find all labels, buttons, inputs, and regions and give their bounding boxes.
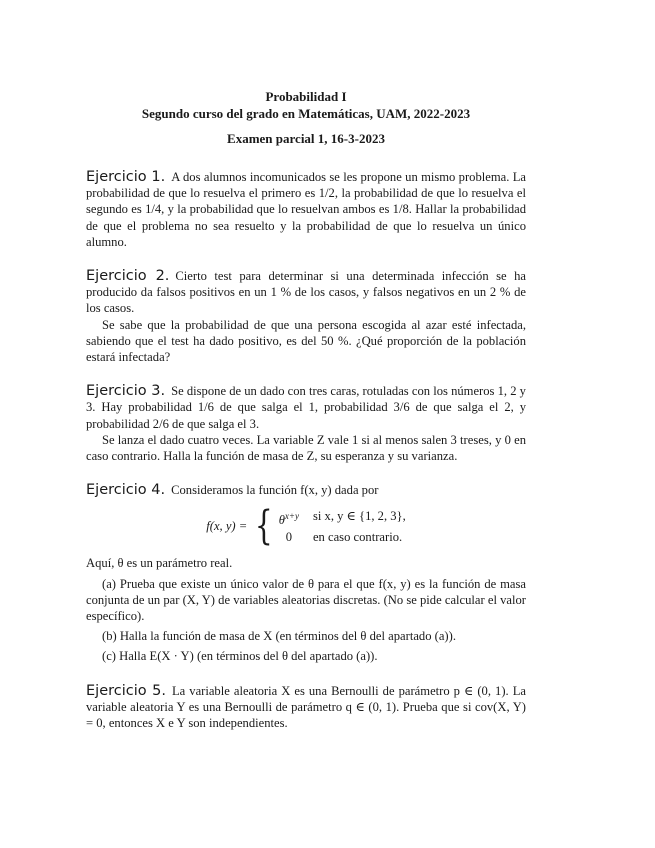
formula-cases	[279, 508, 406, 546]
exercise-2-title: Ejercicio 2.	[86, 268, 170, 285]
exercise-1-title: Ejercicio 1.	[86, 169, 166, 185]
case-2-value: 0	[285, 530, 292, 545]
case-1-value	[279, 508, 299, 528]
exercise-4	[86, 482, 526, 664]
exercise-5-title: Ejercicio 5.	[86, 682, 166, 699]
exercise-4-intro: Consideramos la función f(x, y) dada por	[171, 483, 379, 498]
exercise-4-part-a: (a) Prueba que existe un único valor de θ para el que f(x, y) es la función de masa conjunta de un par (X, Y) de variables aleatorias discretas. (No se pide calcular el valor específico).	[86, 576, 526, 624]
exercise-3-text-2: Se lanza el dado cuatro veces. La variable Z vale 1 si al menos salen 3 treses, y 0 en caso contrario. Halla la función de masa de Z, su esperanza y su varianza.	[86, 432, 526, 464]
exercise-3-text-1: Se dispone de un dado con tres caras, rotuladas con los números 1, 2 y 3. Hay probabilidad 1/6 de que salga el 1, probabilidad 3/6 de que salga el 2, y probabilidad 2/6 de que salga el 3.	[86, 384, 526, 431]
exercise-1-text: A dos alumnos incomunicados se les propone un mismo problema. La probabilidad de que lo resuelva el primero es 1/2, la probabilidad de que lo resuelva el segundo es 1/4, y la probabilidad que lo resuelvan ambos es 1/8. Hallar la probabilidad de que el problema no sea resuelto y la probabilidad de que lo resuelva un único alumno.	[86, 170, 527, 249]
formula-lhs: f(x, y) =	[206, 519, 248, 534]
course-title: Probabilidad I	[265, 89, 347, 104]
exercise-5	[86, 683, 526, 732]
case-1-exponent: x+y	[284, 510, 299, 521]
course-subtitle: Segundo curso del grado en Matemáticas, UAM, 2022-2023	[141, 106, 471, 121]
exercise-5-text: La variable aleatoria X es una Bernoulli de parámetro p ∈ (0, 1). La variable aleatoria Y es una Bernoulli de parámetro q ∈ (0, 1). Prueba que si cov(X, Y) = 0, entonces X e Y son independientes.	[86, 683, 526, 731]
exam-title: Examen parcial 1, 16-3-2023	[227, 131, 385, 146]
case-1-base: θ	[278, 512, 285, 527]
case-1-condition: si x, y ∈ {1, 2, 3},	[312, 508, 406, 523]
exercise-1	[86, 169, 526, 250]
exercise-3-title: Ejercicio 3.	[86, 383, 166, 400]
case-2-condition: en caso contrario.	[312, 530, 403, 545]
exam-header	[86, 88, 526, 147]
exam-page	[86, 88, 526, 731]
exercise-4-part-c: (c) Halla E(X · Y) (en términos del θ del apartado (a)).	[102, 649, 378, 664]
exercise-4-part-b: (b) Halla la función de masa de X (en términos del θ del apartado (a)).	[102, 629, 456, 644]
exercise-2	[86, 268, 526, 365]
exercise-2-text-2: Se sabe que la probabilidad de que una persona escogida al azar esté infectada, sabiendo que el test ha dado positivo, es del 50 %. ¿Qué proporción de la población estará infectada?	[86, 317, 526, 365]
exercise-4-after: Aquí, θ es un parámetro real.	[86, 556, 233, 571]
piecewise-formula	[86, 503, 526, 550]
formula-brace: {	[255, 503, 273, 550]
exercise-2-text-1: Cierto test para determinar si una determinada infección se ha producido da falsos positivos en un 1 % de los casos, y falsos negativos en un 2 % de los casos.	[86, 269, 526, 316]
exercise-4-title: Ejercicio 4.	[86, 482, 166, 499]
exercise-3	[86, 383, 526, 464]
